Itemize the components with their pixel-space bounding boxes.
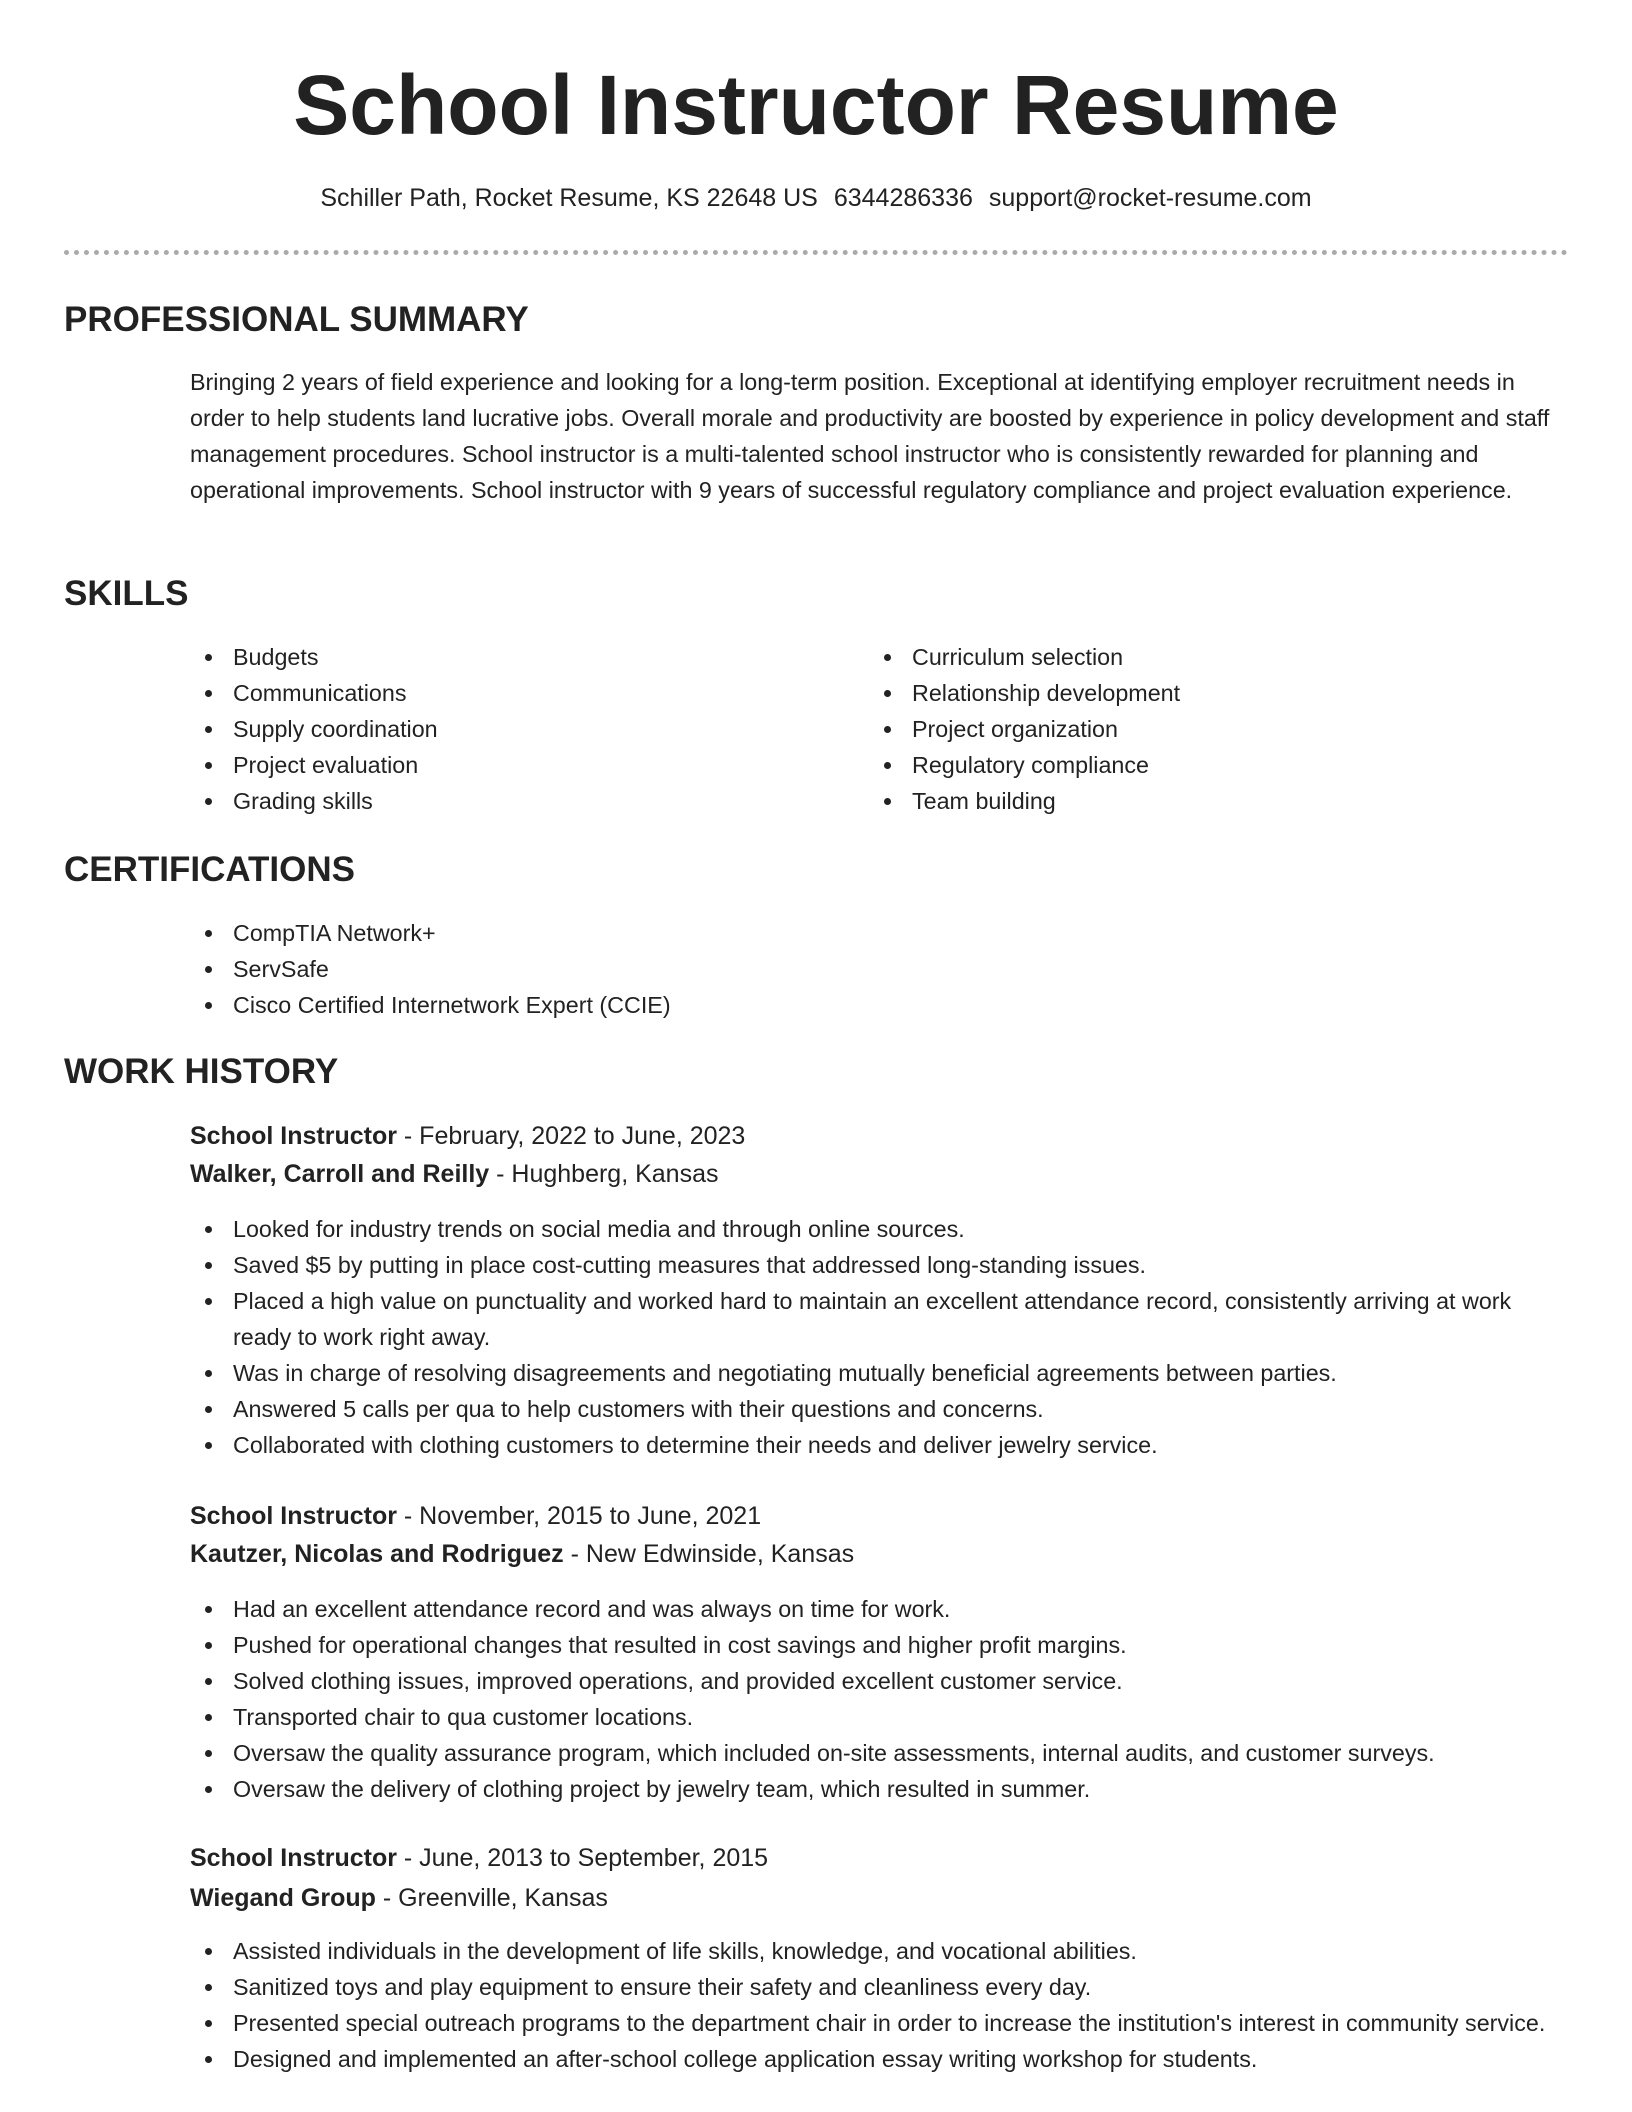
skill-item: Grading skills: [190, 783, 830, 819]
job-bullet: Presented special outreach programs to the department chair in order to increase the institution's interest in community service.: [190, 2005, 1570, 2041]
skill-item: Project organization: [869, 711, 1509, 747]
job-bullet: Saved $5 by putting in place cost-cutting measures that addressed long-standing issues.: [190, 1247, 1570, 1283]
skills-list-right: [869, 639, 1509, 819]
job-title-line: [190, 1118, 745, 1154]
job-bullet: Collaborated with clothing customers to determine their needs and deliver jewelry service.: [190, 1427, 1570, 1463]
certifications-list: [190, 915, 1560, 1023]
skill-item: Communications: [190, 675, 830, 711]
job-location: - Hughberg, Kansas: [489, 1160, 719, 1188]
certification-item: CompTIA Network+: [190, 915, 1560, 951]
skills-heading: SKILLS: [64, 574, 189, 613]
job-company-line: [190, 1880, 608, 1916]
certification-item: Cisco Certified Internetwork Expert (CCIE): [190, 987, 1560, 1023]
job-dates: - November, 2015 to June, 2021: [396, 1502, 762, 1530]
job-title: School Instructor: [190, 1122, 397, 1150]
job-title: School Instructor: [190, 1844, 397, 1872]
job-bullet: Was in charge of resolving disagreements and negotiating mutually beneficial agreements between parties.: [190, 1355, 1570, 1391]
job-title-line: [190, 1840, 768, 1876]
job-title-line: [190, 1498, 761, 1534]
contact-address: Schiller Path, Rocket Resume, KS 22648 US: [320, 184, 818, 212]
job-bullet: Sanitized toys and play equipment to ensure their safety and cleanliness every day.: [190, 1969, 1570, 2005]
skill-item: Project evaluation: [190, 747, 830, 783]
work-history-heading: WORK HISTORY: [64, 1052, 339, 1091]
job-bullet: Oversaw the quality assurance program, which included on-site assessments, internal audits, and customer surveys.: [190, 1735, 1570, 1771]
contact-phone: 6344286336: [833, 184, 973, 212]
job-bullet: Looked for industry trends on social media and through online sources.: [190, 1211, 1570, 1247]
skill-item: Team building: [869, 783, 1509, 819]
summary-text: Bringing 2 years of field experience and looking for a long-term position. Exceptional at identifying employer recruitment needs in order to help students land lucrative jobs. Overall morale and productivity are boosted by experience in policy development and staff management procedures. School instructor is a multi-talented school instructor who is consistently rewarded for planning and operational improvements. School instructor with 9 years of successful regulatory compliance and project evaluation experience.: [190, 369, 1550, 503]
skill-item: Regulatory compliance: [869, 747, 1509, 783]
contact-line: [0, 180, 1632, 216]
header-divider: [64, 250, 1568, 255]
resume-title: School Instructor Resume: [293, 58, 1339, 152]
job-bullet: Solved clothing issues, improved operations, and provided excellent customer service.: [190, 1663, 1570, 1699]
job-dates: - February, 2022 to June, 2023: [396, 1122, 746, 1150]
contact-email: support@rocket-resume.com: [988, 184, 1312, 212]
summary-heading: PROFESSIONAL SUMMARY: [64, 300, 529, 339]
skill-item: Supply coordination: [190, 711, 830, 747]
job-bullets: [190, 1211, 1570, 1463]
skill-item: Budgets: [190, 639, 830, 675]
certification-item: ServSafe: [190, 951, 1560, 987]
certifications-heading: CERTIFICATIONS: [64, 850, 356, 889]
job-title: School Instructor: [190, 1502, 397, 1530]
job-bullets: [190, 1591, 1570, 1807]
job-company: Walker, Carroll and Reilly: [190, 1160, 490, 1188]
job-bullet: Pushed for operational changes that resulted in cost savings and higher profit margins.: [190, 1627, 1570, 1663]
job-location: - Greenville, Kansas: [375, 1884, 608, 1912]
job-company-line: [190, 1536, 854, 1572]
job-company: Kautzer, Nicolas and Rodriguez: [190, 1540, 564, 1568]
skills-list-left: [190, 639, 830, 819]
job-location: - New Edwinside, Kansas: [563, 1540, 855, 1568]
job-bullet: Transported chair to qua customer locations.: [190, 1699, 1570, 1735]
job-bullets: [190, 1933, 1570, 2077]
skill-item: Curriculum selection: [869, 639, 1509, 675]
job-bullet: Placed a high value on punctuality and worked hard to maintain an excellent attendance record, consistently arriving at work ready to work right away.: [190, 1283, 1570, 1355]
job-bullet: Oversaw the delivery of clothing project by jewelry team, which resulted in summer.: [190, 1771, 1570, 1807]
job-bullet: Had an excellent attendance record and was always on time for work.: [190, 1591, 1570, 1627]
job-bullet: Designed and implemented an after-school college application essay writing workshop for students.: [190, 2041, 1570, 2077]
job-dates: - June, 2013 to September, 2015: [396, 1844, 769, 1872]
skill-item: Relationship development: [869, 675, 1509, 711]
job-bullet: Assisted individuals in the development of life skills, knowledge, and vocational abilities.: [190, 1933, 1570, 1969]
job-bullet: Answered 5 calls per qua to help customers with their questions and concerns.: [190, 1391, 1570, 1427]
job-company: Wiegand Group: [190, 1884, 376, 1912]
job-company-line: [190, 1156, 718, 1192]
